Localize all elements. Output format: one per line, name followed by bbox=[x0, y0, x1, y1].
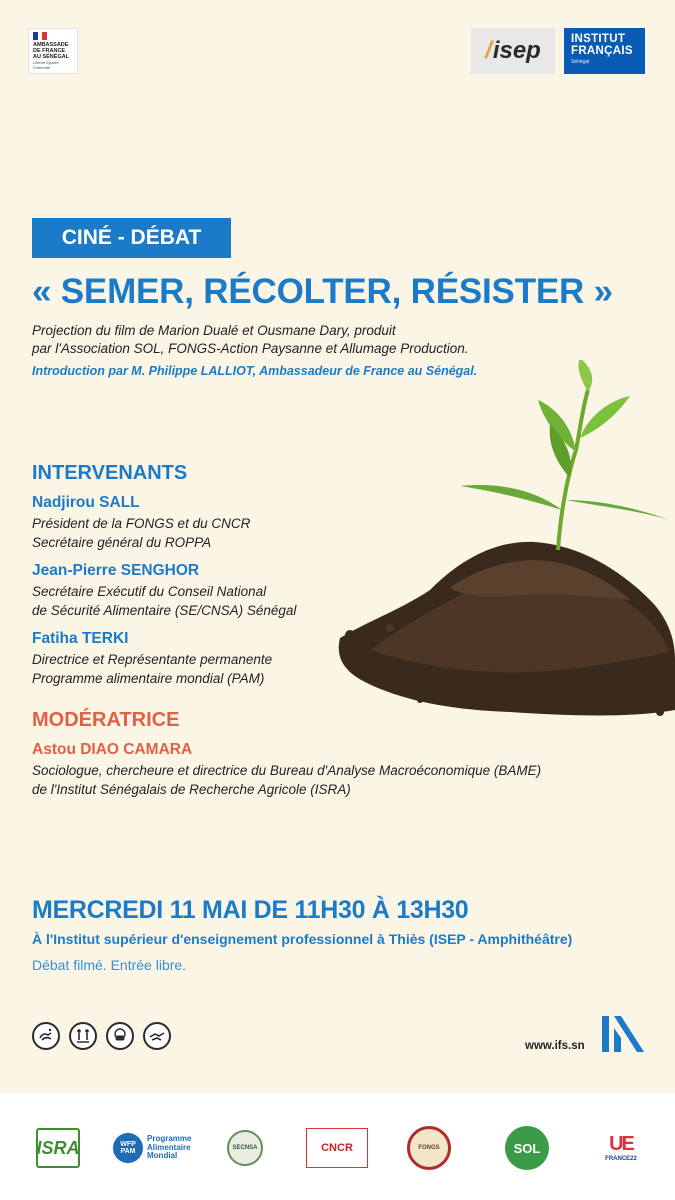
moderator-role: de l'Institut Sénégalais de Recherche Agricole (ISRA) bbox=[32, 782, 351, 797]
hand-wash-icon bbox=[32, 1022, 60, 1050]
french-flag-icon bbox=[33, 32, 47, 40]
institut-francais-logo bbox=[564, 28, 645, 74]
speaker-role: Programme alimentaire mondial (PAM) bbox=[32, 671, 265, 686]
event-location: À l'Institut supérieur d'enseignement professionnel à Thiès (ISEP - Amphithéâtre) bbox=[32, 931, 573, 947]
institut-francais-line2: FRANÇAIS bbox=[571, 45, 633, 57]
event-type-badge: CINÉ - DÉBAT bbox=[32, 218, 231, 258]
film-title: « SEMER, RÉCOLTER, RÉSISTER » bbox=[32, 272, 613, 311]
seedling-soil-illustration bbox=[330, 360, 675, 730]
ue-mark: UE bbox=[609, 1133, 633, 1155]
ue-sub: FRANCE22 bbox=[605, 1156, 637, 1162]
sol-logo: SOL bbox=[505, 1126, 549, 1170]
wfp-logo bbox=[113, 1128, 195, 1168]
ambassade-line1: AMBASSADE bbox=[33, 42, 69, 48]
speaker-name: Nadjirou SALL bbox=[32, 494, 140, 511]
description-line2: par l'Association SOL, FONGS-Action Paysanne et Allumage Production. bbox=[32, 341, 469, 356]
wfp-line2: Alimentaire bbox=[147, 1142, 191, 1152]
wfp-name bbox=[147, 1135, 191, 1161]
face-mask-icon bbox=[106, 1022, 134, 1050]
event-date-time: MERCREDI 11 MAI DE 11H30 À 13H30 bbox=[32, 896, 469, 924]
moderator-name: Astou DIAO CAMARA bbox=[32, 741, 193, 758]
ambassade-de-france-logo bbox=[28, 28, 78, 74]
speaker-role: Président de la FONGS et du CNCR bbox=[32, 516, 251, 531]
sanitary-rules bbox=[32, 1022, 171, 1050]
isep-logo bbox=[471, 28, 555, 74]
moderator-role: Sociologue, chercheure et directrice du Bureau d'Analyse Macroéconomique (BAME) bbox=[32, 763, 542, 778]
speaker-name: Fatiha TERKI bbox=[32, 630, 129, 647]
event-note: Débat filmé. Entrée libre. bbox=[32, 957, 187, 973]
isep-mark-icon: / bbox=[485, 37, 492, 64]
ambassade-line3: AU SÉNÉGAL bbox=[33, 54, 70, 60]
fongs-logo: FONGS bbox=[407, 1126, 451, 1170]
partners-footer bbox=[0, 1093, 675, 1200]
institut-francais-mark-icon bbox=[600, 1014, 646, 1054]
isep-logo-text: isep bbox=[492, 37, 541, 64]
wfp-bottom: PAM bbox=[120, 1148, 136, 1155]
isra-logo: ISRA bbox=[36, 1128, 80, 1168]
description-line1: Projection du film de Marion Dualé et Ousmane Dary, produit bbox=[32, 323, 396, 338]
speaker-role: Secrétaire général du ROPPA bbox=[32, 535, 212, 550]
wfp-line3: Mondial bbox=[147, 1151, 178, 1161]
ambassade-line2: DE FRANCE bbox=[33, 48, 66, 54]
film-description bbox=[32, 322, 469, 358]
website-link[interactable]: www.ifs.sn bbox=[525, 1040, 585, 1052]
distancing-icon bbox=[69, 1022, 97, 1050]
speaker-role: Directrice et Représentante permanente bbox=[32, 652, 273, 667]
ue-france-presidency-logo bbox=[600, 1128, 642, 1168]
speaker-role: Secrétaire Exécutif du Conseil National bbox=[32, 584, 267, 599]
cncr-logo: CNCR bbox=[306, 1128, 368, 1168]
wfp-top: WFP bbox=[120, 1141, 136, 1148]
moderator-heading: MODÉRATRICE bbox=[32, 709, 180, 731]
wfp-line1: Programme bbox=[147, 1134, 192, 1144]
introduction-text: Introduction par M. Philippe LALLIOT, Ambassadeur de France au Sénégal. bbox=[32, 364, 478, 378]
no-handshake-icon bbox=[143, 1022, 171, 1050]
speaker-name: Jean-Pierre SENGHOR bbox=[32, 562, 200, 579]
wfp-emblem-icon bbox=[113, 1133, 143, 1163]
speaker-role: de Sécurité Alimentaire (SE/CNSA) Sénégal bbox=[32, 603, 297, 618]
ambassade-motto: Liberté Égalité Fraternité bbox=[33, 60, 59, 70]
institut-francais-sub: Sénégal bbox=[571, 59, 590, 65]
institut-francais-line1: INSTITUT bbox=[571, 33, 626, 45]
secnsa-logo: SECNSA bbox=[227, 1130, 263, 1166]
speakers-heading: INTERVENANTS bbox=[32, 462, 188, 484]
